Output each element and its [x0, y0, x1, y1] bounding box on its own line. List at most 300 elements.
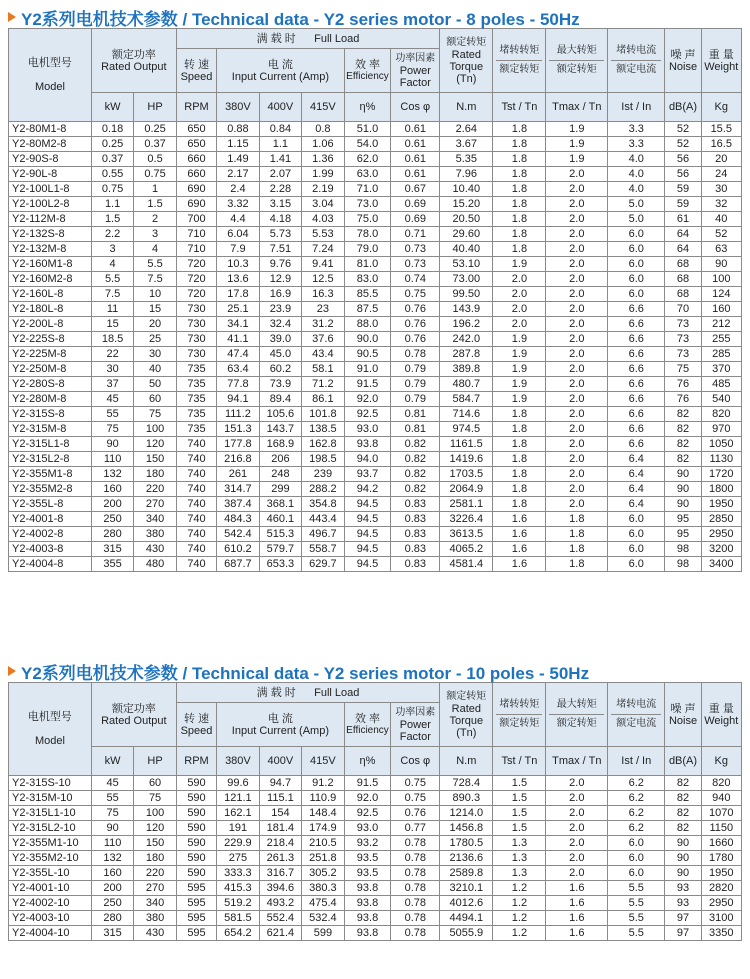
unit-cell: kW [91, 747, 133, 776]
value-cell: 105.6 [259, 407, 301, 422]
header-full-load-en: Full Load [314, 686, 360, 699]
value-cell: 0.78 [391, 881, 440, 896]
value-cell: 4.0 [608, 182, 665, 197]
value-cell: 88.0 [344, 317, 391, 332]
header-weight [701, 683, 741, 747]
value-cell: 3.32 [217, 197, 259, 212]
value-cell: 1.8 [493, 437, 546, 452]
value-cell: 6.6 [608, 362, 665, 377]
value-cell: 93.7 [344, 467, 391, 482]
value-cell: 6.6 [608, 302, 665, 317]
table-row [9, 791, 742, 806]
unit-cell: kW [91, 93, 133, 122]
value-cell: 4494.1 [440, 911, 493, 926]
value-cell: 0.5 [134, 152, 176, 167]
value-cell: 1.6 [546, 911, 608, 926]
units-row [9, 93, 742, 122]
value-cell: 940 [701, 791, 741, 806]
value-cell: 110 [91, 452, 133, 467]
value-cell: 5.0 [608, 197, 665, 212]
value-cell: 148.4 [302, 806, 344, 821]
header-current-cn: 电 流 [267, 58, 293, 71]
value-cell: 333.3 [217, 866, 259, 881]
value-cell: 216.8 [217, 452, 259, 467]
value-cell: 368.1 [259, 497, 301, 512]
value-cell: 0.78 [391, 836, 440, 851]
header-pf-en2: Factor [399, 76, 431, 89]
value-cell: 132 [91, 467, 133, 482]
header-locked-rotor-current [608, 683, 665, 747]
value-cell: 305.2 [302, 866, 344, 881]
section-title [8, 660, 742, 682]
value-cell: 0.78 [391, 866, 440, 881]
value-cell: 595 [176, 881, 216, 896]
value-cell: 4.03 [302, 212, 344, 227]
value-cell: 2 [134, 212, 176, 227]
header-full-load-cn: 满 载 时 [256, 32, 296, 45]
header-model-en: Model [34, 81, 65, 93]
value-cell: 79.0 [344, 242, 391, 257]
value-cell: 629.7 [302, 557, 344, 572]
value-cell: 251.8 [302, 851, 344, 866]
value-cell: 475.4 [302, 896, 344, 911]
value-cell: 288.2 [302, 482, 344, 497]
value-cell: 0.76 [391, 302, 440, 317]
header-power-cn: 额定功率 [111, 702, 156, 715]
unit-cell: RPM [176, 93, 216, 122]
model-cell: Y2-225M-8 [9, 347, 92, 362]
value-cell: 45.0 [259, 347, 301, 362]
header-noise-cn: 噪 声 [670, 702, 696, 715]
value-cell: 354.8 [302, 497, 344, 512]
header-breakdown-torque [546, 29, 608, 93]
value-cell: 2.0 [546, 167, 608, 182]
value-cell: 210.5 [302, 836, 344, 851]
value-cell: 720 [176, 272, 216, 287]
header-weight-cn: 重 量 [708, 48, 734, 61]
value-cell: 2.28 [259, 182, 301, 197]
value-cell: 1.8 [493, 137, 546, 152]
model-cell: Y2-355M1-8 [9, 467, 92, 482]
value-cell: 0.8 [302, 122, 344, 137]
value-cell: 6.6 [608, 422, 665, 437]
table-row [9, 911, 742, 926]
value-cell: 98 [665, 542, 701, 557]
value-cell: 25 [134, 332, 176, 347]
model-cell: Y2-4004-10 [9, 926, 92, 941]
value-cell: 76 [665, 377, 701, 392]
value-cell: 415.3 [217, 881, 259, 896]
model-cell: Y2-100L2-8 [9, 197, 92, 212]
value-cell: 3200 [701, 542, 741, 557]
value-cell: 2.0 [546, 377, 608, 392]
value-cell: 0.88 [217, 122, 259, 137]
value-cell: 0.69 [391, 212, 440, 227]
value-cell: 98 [665, 557, 701, 572]
value-cell: 1.8 [546, 527, 608, 542]
triangle-bullet-icon [8, 666, 16, 676]
value-cell: 1161.5 [440, 437, 493, 452]
value-cell: 248 [259, 467, 301, 482]
value-cell: 91.0 [344, 362, 391, 377]
value-cell: 493.2 [259, 896, 301, 911]
header-locked-rotor-torque [493, 29, 546, 93]
value-cell: 93.0 [344, 821, 391, 836]
value-cell: 6.6 [608, 317, 665, 332]
value-cell: 532.4 [302, 911, 344, 926]
value-cell: 480.7 [440, 377, 493, 392]
unit-cell: 415V [302, 93, 344, 122]
value-cell: 714.6 [440, 407, 493, 422]
table-row [9, 317, 742, 332]
value-cell: 30 [91, 362, 133, 377]
value-cell: 1.15 [217, 137, 259, 152]
value-cell: 1.2 [493, 911, 546, 926]
value-cell: 0.78 [391, 347, 440, 362]
value-cell: 5.5 [608, 926, 665, 941]
unit-cell: HP [134, 747, 176, 776]
unit-cell: Tmax / Tn [546, 93, 608, 122]
header-torque-en3: (Tn) [456, 726, 477, 739]
value-cell: 0.61 [391, 167, 440, 182]
header-torque [440, 29, 493, 93]
value-cell: 2.2 [91, 227, 133, 242]
value-cell: 1.36 [302, 152, 344, 167]
value-cell: 974.5 [440, 422, 493, 437]
table-row [9, 806, 742, 821]
header-torque [440, 683, 493, 747]
value-cell: 73.00 [440, 272, 493, 287]
value-cell: 584.7 [440, 392, 493, 407]
value-cell: 3100 [701, 911, 741, 926]
model-cell: Y2-4001-10 [9, 881, 92, 896]
table-row [9, 137, 742, 152]
value-cell: 51.0 [344, 122, 391, 137]
value-cell: 52 [665, 137, 701, 152]
header-lrt-cn2: 额定转矩 [496, 714, 542, 730]
value-cell: 99.50 [440, 287, 493, 302]
header-speed-cn: 转 速 [183, 58, 210, 71]
value-cell: 180 [134, 467, 176, 482]
value-cell: 0.83 [391, 527, 440, 542]
value-cell: 0.61 [391, 137, 440, 152]
value-cell: 0.75 [91, 182, 133, 197]
value-cell: 92.5 [344, 407, 391, 422]
value-cell: 621.4 [259, 926, 301, 941]
value-cell: 9.41 [302, 257, 344, 272]
value-cell: 1.8 [493, 167, 546, 182]
value-cell: 315 [91, 926, 133, 941]
value-cell: 23.9 [259, 302, 301, 317]
value-cell: 47.4 [217, 347, 259, 362]
value-cell: 60 [134, 392, 176, 407]
unit-cell: N.m [440, 747, 493, 776]
value-cell: 735 [176, 362, 216, 377]
value-cell: 18.5 [91, 332, 133, 347]
unit-cell: Tst / Tn [493, 93, 546, 122]
value-cell: 3.3 [608, 137, 665, 152]
header-torque-en1: Rated [451, 48, 481, 61]
value-cell: 299 [259, 482, 301, 497]
section-title [8, 6, 742, 28]
value-cell: 12.5 [302, 272, 344, 287]
header-model-cn: 电机型号 [27, 711, 72, 723]
value-cell: 2.0 [493, 272, 546, 287]
model-cell: Y2-100L1-8 [9, 182, 92, 197]
header-speed-cn: 转 速 [183, 712, 210, 725]
value-cell: 2.0 [493, 317, 546, 332]
value-cell: 2.0 [546, 836, 608, 851]
value-cell: 24 [701, 167, 741, 182]
value-cell: 121.1 [217, 791, 259, 806]
value-cell: 579.7 [259, 542, 301, 557]
value-cell: 1.5 [91, 212, 133, 227]
header-bdt-cn1: 最大转矩 [556, 699, 597, 710]
value-cell: 94.1 [217, 392, 259, 407]
value-cell: 10.3 [217, 257, 259, 272]
value-cell: 820 [701, 407, 741, 422]
value-cell: 93.8 [344, 911, 391, 926]
value-cell: 542.4 [217, 527, 259, 542]
value-cell: 2.0 [546, 422, 608, 437]
value-cell: 430 [134, 926, 176, 941]
value-cell: 1.8 [493, 482, 546, 497]
value-cell: 0.78 [391, 911, 440, 926]
value-cell: 0.73 [391, 242, 440, 257]
value-cell: 5.5 [608, 881, 665, 896]
model-cell: Y2-180L-8 [9, 302, 92, 317]
value-cell: 90 [91, 821, 133, 836]
value-cell: 581.5 [217, 911, 259, 926]
model-cell: Y2-355M1-10 [9, 836, 92, 851]
value-cell: 2.0 [546, 332, 608, 347]
value-cell: 2.0 [546, 776, 608, 791]
value-cell: 280 [91, 911, 133, 926]
value-cell: 73.9 [259, 377, 301, 392]
value-cell: 270 [134, 497, 176, 512]
value-cell: 1.8 [493, 452, 546, 467]
value-cell: 7.9 [217, 242, 259, 257]
value-cell: 2.0 [546, 791, 608, 806]
header-power-cn: 额定功率 [111, 48, 156, 61]
value-cell: 700 [176, 212, 216, 227]
value-cell: 162.1 [217, 806, 259, 821]
model-cell: Y2-315L2-10 [9, 821, 92, 836]
table-row [9, 257, 742, 272]
value-cell: 6.0 [608, 866, 665, 881]
value-cell: 37.6 [302, 332, 344, 347]
value-cell: 1.06 [302, 137, 344, 152]
value-cell: 50 [134, 377, 176, 392]
model-cell: Y2-355L-10 [9, 866, 92, 881]
value-cell: 6.0 [608, 242, 665, 257]
value-cell: 68 [665, 287, 701, 302]
value-cell: 30 [701, 182, 741, 197]
value-cell: 6.6 [608, 377, 665, 392]
header-current-en: Input Current (Amp) [231, 70, 329, 83]
model-cell: Y2-250M-8 [9, 362, 92, 377]
value-cell: 6.2 [608, 776, 665, 791]
header-full-load [176, 683, 439, 703]
table-row [9, 497, 742, 512]
value-cell: 275 [217, 851, 259, 866]
value-cell: 2950 [701, 896, 741, 911]
header-locked-rotor-current [608, 29, 665, 93]
value-cell: 3 [91, 242, 133, 257]
value-cell: 93.5 [344, 851, 391, 866]
value-cell: 2.19 [302, 182, 344, 197]
value-cell: 2.0 [546, 212, 608, 227]
header-noise-cn: 噪 声 [670, 48, 696, 61]
value-cell: 62.0 [344, 152, 391, 167]
value-cell: 93.5 [344, 866, 391, 881]
value-cell: 56 [665, 167, 701, 182]
value-cell: 64 [665, 242, 701, 257]
header-power-en: Rated Output [101, 60, 167, 73]
value-cell: 73.0 [344, 197, 391, 212]
value-cell: 32.4 [259, 317, 301, 332]
value-cell: 3.04 [302, 197, 344, 212]
table-row [9, 347, 742, 362]
value-cell: 160 [701, 302, 741, 317]
model-cell: Y2-4003-8 [9, 542, 92, 557]
value-cell: 6.0 [608, 272, 665, 287]
value-cell: 653.3 [259, 557, 301, 572]
header-lrt-cn2: 额定转矩 [496, 60, 542, 76]
value-cell: 1.6 [546, 896, 608, 911]
value-cell: 20 [701, 152, 741, 167]
value-cell: 0.79 [391, 392, 440, 407]
value-cell: 17.8 [217, 287, 259, 302]
value-cell: 85.5 [344, 287, 391, 302]
header-noise-en: Noise [668, 714, 698, 727]
value-cell: 94.5 [344, 497, 391, 512]
value-cell: 0.71 [391, 227, 440, 242]
value-cell: 6.0 [608, 227, 665, 242]
value-cell: 63.0 [344, 167, 391, 182]
value-cell: 316.7 [259, 866, 301, 881]
value-cell: 5.5 [134, 257, 176, 272]
unit-cell: Ist / In [608, 747, 665, 776]
value-cell: 138.5 [302, 422, 344, 437]
value-cell: 82 [665, 776, 701, 791]
value-cell: 5.5 [608, 896, 665, 911]
table-row [9, 836, 742, 851]
header-torque-cn: 额定转矩 [446, 690, 487, 702]
value-cell: 1.8 [546, 557, 608, 572]
value-cell: 1.6 [493, 527, 546, 542]
value-cell: 2.64 [440, 122, 493, 137]
value-cell: 650 [176, 122, 216, 137]
table-row [9, 482, 742, 497]
value-cell: 0.82 [391, 482, 440, 497]
value-cell: 0.75 [391, 287, 440, 302]
table-row [9, 851, 742, 866]
value-cell: 1703.5 [440, 467, 493, 482]
value-cell: 0.78 [391, 896, 440, 911]
model-cell: Y2-280M-8 [9, 392, 92, 407]
value-cell: 200 [91, 881, 133, 896]
value-cell: 1.9 [493, 347, 546, 362]
value-cell: 99.6 [217, 776, 259, 791]
value-cell: 1.5 [493, 791, 546, 806]
value-cell: 73 [665, 317, 701, 332]
value-cell: 6.2 [608, 806, 665, 821]
value-cell: 34.1 [217, 317, 259, 332]
value-cell: 558.7 [302, 542, 344, 557]
header-pf-cn: 功率因素 [395, 706, 436, 718]
unit-cell: Tmax / Tn [546, 747, 608, 776]
value-cell: 218.4 [259, 836, 301, 851]
value-cell: 484.3 [217, 512, 259, 527]
value-cell: 443.4 [302, 512, 344, 527]
value-cell: 2064.9 [440, 482, 493, 497]
value-cell: 1.3 [493, 866, 546, 881]
value-cell: 740 [176, 497, 216, 512]
header-efficiency [344, 703, 391, 747]
value-cell: 1.41 [259, 152, 301, 167]
unit-cell: HP [134, 93, 176, 122]
value-cell: 1.9 [493, 392, 546, 407]
value-cell: 2.0 [546, 806, 608, 821]
value-cell: 59 [665, 182, 701, 197]
value-cell: 56 [665, 152, 701, 167]
value-cell: 728.4 [440, 776, 493, 791]
value-cell: 430 [134, 542, 176, 557]
value-cell: 3 [134, 227, 176, 242]
value-cell: 3.3 [608, 122, 665, 137]
header-lrc-cn2: 额定电流 [611, 60, 661, 76]
technical-data-table [8, 682, 742, 941]
value-cell: 5.5 [91, 272, 133, 287]
model-cell: Y2-315M-8 [9, 422, 92, 437]
value-cell: 1050 [701, 437, 741, 452]
value-cell: 55 [91, 791, 133, 806]
value-cell: 480 [134, 557, 176, 572]
value-cell: 0.84 [259, 122, 301, 137]
header-eff-en: Efficiency [346, 70, 389, 82]
value-cell: 6.0 [608, 287, 665, 302]
value-cell: 1.6 [493, 512, 546, 527]
value-cell: 242.0 [440, 332, 493, 347]
value-cell: 730 [176, 332, 216, 347]
value-cell: 1.6 [546, 881, 608, 896]
value-cell: 75 [91, 422, 133, 437]
value-cell: 1.2 [493, 896, 546, 911]
value-cell: 29.60 [440, 227, 493, 242]
value-cell: 6.0 [608, 851, 665, 866]
header-weight-en: Weight [704, 60, 739, 73]
value-cell: 82 [665, 437, 701, 452]
header-breakdown-torque [546, 683, 608, 747]
header-eff-cn: 效 率 [354, 58, 381, 71]
value-cell: 590 [176, 776, 216, 791]
value-cell: 6.6 [608, 392, 665, 407]
value-cell: 0.78 [391, 926, 440, 941]
model-cell: Y2-80M1-8 [9, 122, 92, 137]
value-cell: 1.6 [493, 542, 546, 557]
value-cell: 111.2 [217, 407, 259, 422]
model-cell: Y2-160M2-8 [9, 272, 92, 287]
value-cell: 90 [665, 866, 701, 881]
value-cell: 740 [176, 542, 216, 557]
value-cell: 1.8 [493, 467, 546, 482]
value-cell: 45 [91, 776, 133, 791]
value-cell: 93.8 [344, 437, 391, 452]
value-cell: 94.7 [259, 776, 301, 791]
value-cell: 2.0 [546, 437, 608, 452]
value-cell: 52 [665, 122, 701, 137]
